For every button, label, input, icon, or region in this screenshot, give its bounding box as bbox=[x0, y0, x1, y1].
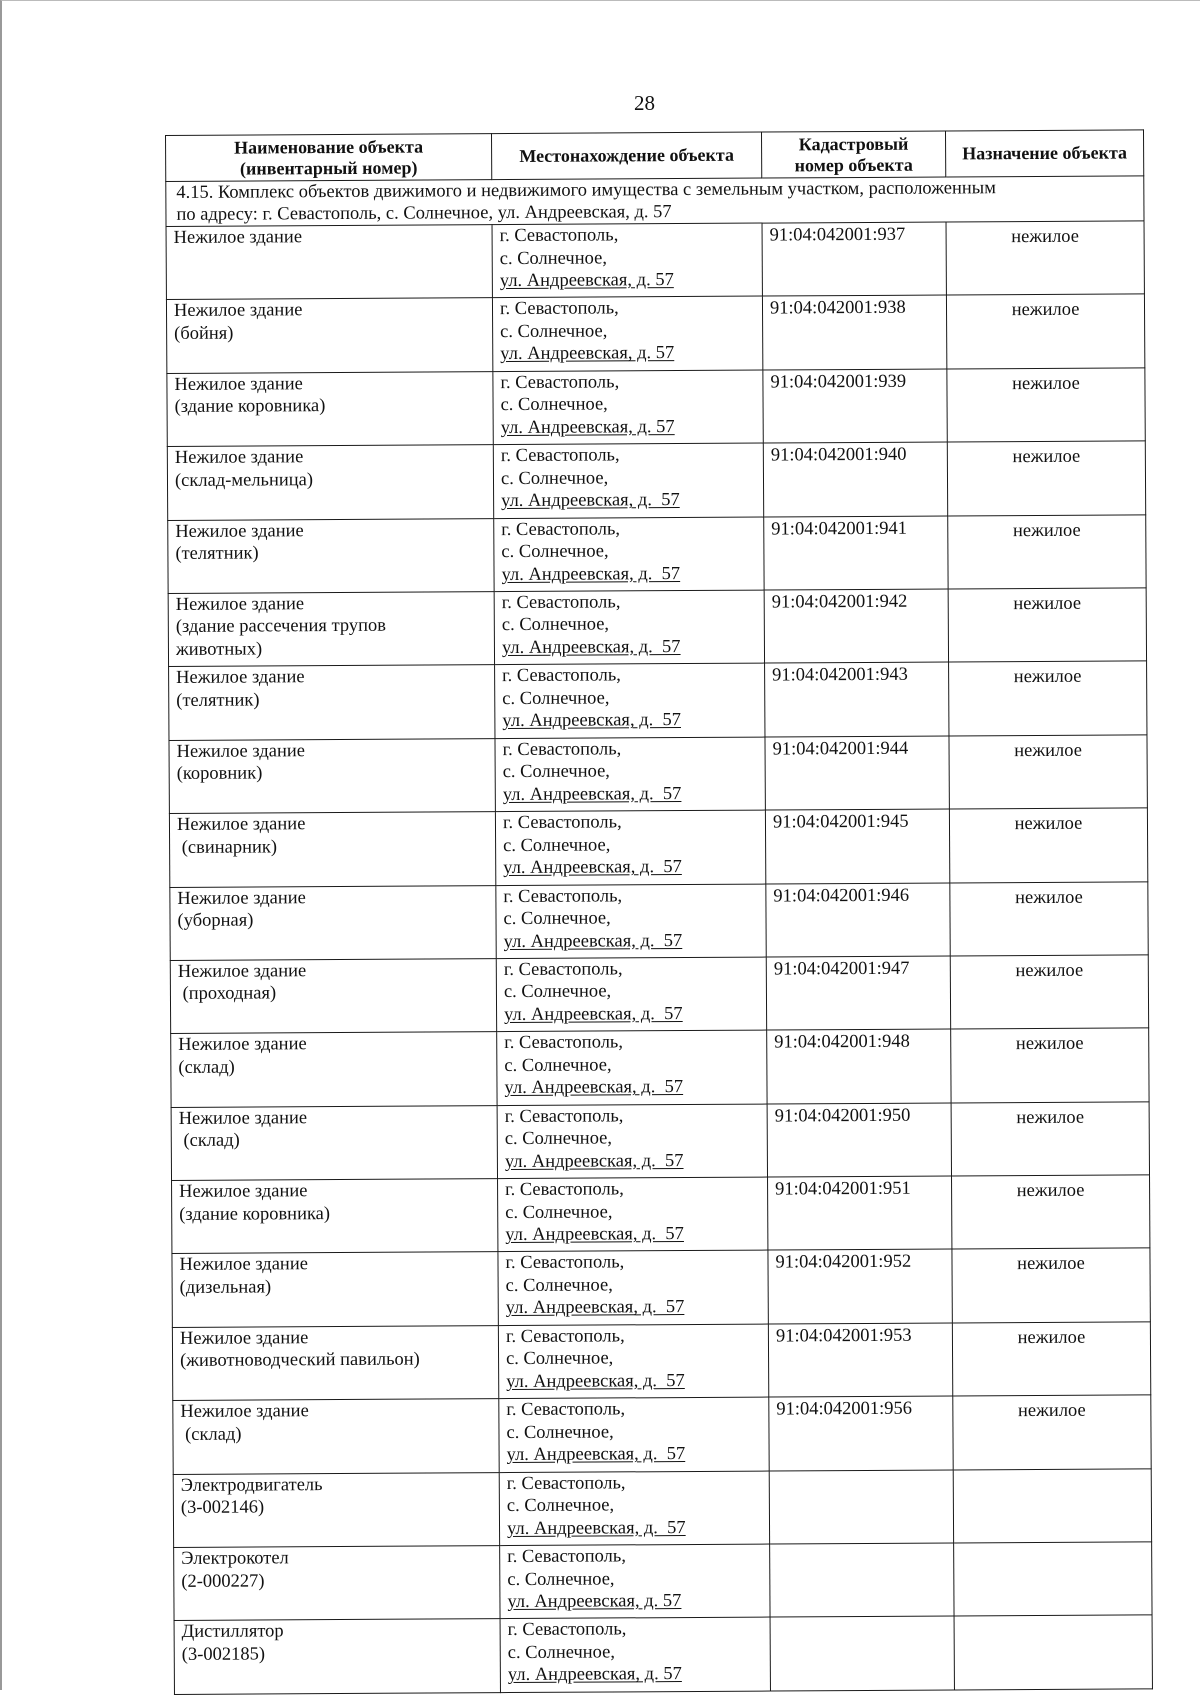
header-object-location: Местонахождение объекта bbox=[491, 132, 761, 180]
object-location-line: г. Севастополь, bbox=[503, 885, 623, 907]
object-location-line: г. Севастополь, bbox=[503, 959, 623, 980]
object-name-cell bbox=[169, 738, 495, 813]
object-location-line: г. Севастополь, bbox=[506, 1399, 626, 1421]
object-location-line: ул. Андреевская, д. 57 bbox=[507, 1591, 682, 1613]
object-location-line: с. Солнечное, bbox=[507, 1568, 615, 1590]
object-location-line: с. Солнечное, bbox=[505, 1202, 613, 1223]
object-location-line: ул. Андреевская, д. 57 bbox=[499, 270, 674, 292]
object-name-cell bbox=[169, 812, 495, 887]
object-name-cell bbox=[172, 1179, 498, 1254]
object-location-line: ул. Андреевская, д. 57 bbox=[505, 1224, 684, 1246]
object-location-line: с. Солнечное, bbox=[502, 688, 610, 709]
object-name-cell bbox=[166, 298, 492, 373]
object-location-line: с. Солнечное, bbox=[503, 835, 611, 856]
cadastral-number-cell: 91:04:042001:945 bbox=[765, 809, 949, 883]
object-name-cell bbox=[170, 885, 496, 960]
table-header-row bbox=[166, 130, 1144, 182]
object-name-cell bbox=[173, 1399, 499, 1474]
object-purpose-cell: нежилое bbox=[951, 1102, 1149, 1177]
section-title: 4.15. Комплекс объектов движимого и недвижимого имущества с земельным участком, расположенным по адресу: г. Севастополь, с. Солнечное, ул. Андреевская, д. 57 bbox=[166, 176, 1144, 227]
object-location-line: г. Севастополь, bbox=[502, 739, 622, 760]
object-location-line: ул. Андреевская, д. 57 bbox=[502, 783, 682, 805]
object-location-line: ул. Андреевская, д. 57 bbox=[504, 1077, 684, 1099]
object-name-line: (3-002185) bbox=[181, 1644, 266, 1665]
cadastral-number-cell: 91:04:042001:938 bbox=[762, 295, 946, 369]
object-purpose-cell bbox=[954, 1542, 1152, 1617]
object-location-line: г. Севастополь, bbox=[505, 1252, 625, 1274]
object-location-line: г. Севастополь, bbox=[501, 518, 621, 540]
object-name-line: (здание коровника) bbox=[179, 1203, 331, 1225]
table-row bbox=[174, 1615, 1152, 1694]
object-name-line: (свинарник) bbox=[177, 836, 278, 858]
object-location-line: г. Севастополь, bbox=[499, 225, 619, 247]
object-location-cell bbox=[492, 223, 762, 298]
object-location-cell bbox=[499, 1397, 769, 1472]
object-location-line: ул. Андреевская, д. 57 bbox=[500, 416, 675, 438]
object-location-cell bbox=[493, 370, 763, 445]
object-location-line: с. Солнечное, bbox=[505, 1275, 613, 1297]
object-name-line: животных) bbox=[175, 639, 263, 660]
object-location-line: г. Севастополь, bbox=[499, 298, 619, 320]
object-location-cell bbox=[499, 1471, 769, 1546]
object-name-cell bbox=[169, 665, 495, 740]
table-row bbox=[167, 441, 1145, 520]
table-row bbox=[166, 294, 1144, 373]
object-name-line: Нежилое здание bbox=[180, 1401, 309, 1423]
object-location-line: с. Солнечное, bbox=[501, 541, 609, 563]
object-name-line: Нежилое здание bbox=[174, 447, 304, 469]
object-purpose-cell: нежилое bbox=[947, 441, 1145, 516]
object-purpose-cell bbox=[953, 1468, 1151, 1543]
header-object-name: Наименование объекта (инвентарный номер) bbox=[166, 134, 492, 182]
object-name-line: Нежилое здание bbox=[173, 300, 303, 322]
object-name-line: (телятник) bbox=[175, 543, 259, 565]
object-name-line: (коровник) bbox=[176, 763, 263, 785]
object-name-cell bbox=[172, 1252, 498, 1327]
object-location-line: г. Севастополь, bbox=[500, 445, 620, 467]
object-location-cell bbox=[494, 517, 764, 592]
object-location-line: с. Солнечное, bbox=[504, 1055, 612, 1076]
object-name-cell bbox=[170, 959, 496, 1034]
object-location-line: г. Севастополь, bbox=[500, 372, 620, 393]
cadastral-number-cell: 91:04:042001:942 bbox=[764, 589, 948, 663]
object-name-line: Электрокотел bbox=[181, 1548, 289, 1569]
object-location-line: ул. Андреевская, д. 57 bbox=[506, 1370, 685, 1392]
object-name-line: Нежилое здание bbox=[175, 594, 305, 615]
object-purpose-cell: нежилое bbox=[952, 1248, 1150, 1323]
page-number: 28 bbox=[634, 91, 655, 115]
property-table bbox=[165, 129, 1153, 1694]
object-name-cell bbox=[168, 518, 494, 593]
cadastral-number-cell: 91:04:042001:940 bbox=[763, 442, 947, 516]
table-row bbox=[171, 1028, 1149, 1107]
object-location-line: г. Севастополь, bbox=[501, 592, 621, 614]
object-location-cell bbox=[496, 957, 766, 1032]
object-purpose-cell: нежилое bbox=[949, 808, 1147, 883]
object-name-line: (проходная) bbox=[177, 983, 277, 1005]
object-location-line: ул. Андреевская, д. 57 bbox=[504, 1150, 684, 1172]
object-name-cell bbox=[174, 1619, 500, 1694]
object-location-line: г. Севастополь, bbox=[502, 812, 622, 834]
table-row bbox=[173, 1395, 1151, 1474]
object-location-line: ул. Андреевская, д. 57 bbox=[506, 1444, 686, 1466]
object-location-line: с. Солнечное, bbox=[503, 981, 612, 1003]
table-row bbox=[170, 881, 1148, 960]
object-location-line: ул. Андреевская, д. 57 bbox=[503, 930, 683, 952]
cadastral-number-cell: 91:04:042001:953 bbox=[768, 1323, 952, 1397]
object-location-line: г. Севастополь, bbox=[506, 1473, 626, 1494]
object-location-line: ул. Андреевская, д. 57 bbox=[507, 1664, 682, 1686]
object-location-line: ул. Андреевская, д. 57 bbox=[505, 1297, 685, 1319]
object-purpose-cell: нежилое bbox=[946, 221, 1144, 296]
object-location-line: с. Солнечное, bbox=[500, 468, 609, 489]
object-location-line: с. Солнечное, bbox=[506, 1495, 615, 1517]
object-location-line: ул. Андреевская, д. 57 bbox=[503, 857, 682, 879]
object-purpose-cell: нежилое bbox=[950, 881, 1148, 956]
object-location-cell bbox=[498, 1251, 768, 1326]
object-name-cell bbox=[166, 225, 492, 300]
object-name-line: Нежилое здание bbox=[178, 1034, 307, 1056]
object-name-cell bbox=[171, 1105, 497, 1180]
object-name-line: (склад) bbox=[180, 1424, 242, 1445]
object-location-line: г. Севастополь, bbox=[507, 1619, 627, 1641]
cadastral-number-cell bbox=[770, 1543, 954, 1617]
object-location-line: с. Солнечное, bbox=[506, 1422, 614, 1443]
object-name-cell bbox=[172, 1325, 498, 1400]
object-location-cell bbox=[500, 1617, 770, 1692]
object-name-line: (бойня) bbox=[174, 323, 234, 344]
object-location-line: с. Солнечное, bbox=[503, 908, 611, 930]
object-location-cell bbox=[493, 443, 763, 518]
object-purpose-cell: нежилое bbox=[948, 514, 1146, 589]
object-location-cell bbox=[495, 737, 765, 812]
object-name-line: (склад) bbox=[178, 1057, 235, 1078]
object-name-line: (2-000227) bbox=[181, 1570, 265, 1592]
object-purpose-cell: нежилое bbox=[949, 661, 1147, 736]
cadastral-number-cell bbox=[769, 1470, 953, 1544]
cadastral-number-cell: 91:04:042001:952 bbox=[768, 1249, 952, 1323]
object-location-cell bbox=[492, 296, 762, 371]
object-name-line: Нежилое здание bbox=[175, 520, 304, 542]
object-location-line: с. Солнечное, bbox=[500, 394, 608, 416]
object-name-line: (дизельная) bbox=[179, 1277, 272, 1298]
object-name-line: (здание коровника) bbox=[174, 396, 326, 418]
object-name-line: (3-002146) bbox=[180, 1497, 265, 1519]
object-location-line: с. Солнечное, bbox=[506, 1348, 614, 1370]
object-name-line: (животноводческий павильон) bbox=[180, 1349, 420, 1372]
object-name-line: Нежилое здание bbox=[177, 887, 306, 909]
object-location-cell bbox=[497, 1030, 767, 1105]
object-name-cell bbox=[168, 592, 494, 667]
object-name-cell bbox=[167, 371, 493, 446]
object-location-line: с. Солнечное, bbox=[504, 1128, 613, 1150]
object-name-line: Нежилое здание bbox=[179, 1254, 308, 1276]
cadastral-number-cell: 91:04:042001:948 bbox=[767, 1029, 951, 1103]
table-row bbox=[173, 1468, 1151, 1547]
cadastral-number-cell: 91:04:042001:944 bbox=[765, 736, 949, 810]
object-name-line: Нежилое здание bbox=[179, 1181, 308, 1203]
section-row bbox=[166, 176, 1144, 227]
object-purpose-cell: нежилое bbox=[952, 1175, 1150, 1250]
object-purpose-cell: нежилое bbox=[950, 955, 1148, 1030]
table-row bbox=[166, 221, 1144, 300]
object-purpose-cell: нежилое bbox=[953, 1395, 1151, 1470]
object-name-line: Электродвигатель bbox=[180, 1474, 323, 1496]
cadastral-number-cell: 91:04:042001:941 bbox=[764, 516, 948, 590]
object-location-cell bbox=[495, 663, 765, 738]
header-object-purpose: Назначение объекта bbox=[945, 130, 1143, 177]
object-location-cell bbox=[497, 1104, 767, 1179]
object-location-cell bbox=[498, 1324, 768, 1399]
object-location-line: ул. Андреевская, д. 57 bbox=[502, 710, 682, 732]
object-purpose-cell: нежилое bbox=[948, 588, 1146, 663]
object-location-line: ул. Андреевская, д. 57 bbox=[501, 636, 681, 659]
object-name-line: Нежилое здание bbox=[173, 227, 303, 248]
object-location-line: г. Севастополь, bbox=[504, 1106, 624, 1127]
object-location-line: ул. Андреевская, д. 57 bbox=[501, 490, 680, 512]
object-location-line: с. Солнечное, bbox=[501, 614, 610, 636]
object-location-cell bbox=[498, 1177, 768, 1252]
object-location-line: г. Севастополь, bbox=[505, 1179, 624, 1201]
object-name-line: (телятник) bbox=[176, 690, 260, 711]
object-name-line: Нежилое здание bbox=[176, 667, 305, 689]
object-location-line: с. Солнечное, bbox=[507, 1642, 616, 1663]
object-location-line: г. Севастополь, bbox=[505, 1326, 625, 1347]
cadastral-number-cell: 91:04:042001:951 bbox=[768, 1176, 952, 1250]
object-location-line: г. Севастополь, bbox=[507, 1546, 626, 1568]
object-location-line: ул. Андреевская, д. 57 bbox=[501, 563, 681, 585]
object-location-line: с. Солнечное, bbox=[500, 321, 608, 342]
object-name-line: Нежилое здание bbox=[176, 740, 306, 762]
object-location-line: г. Севастополь, bbox=[504, 1032, 624, 1054]
table-row bbox=[169, 735, 1147, 814]
cadastral-number-cell: 91:04:042001:937 bbox=[762, 222, 946, 296]
object-location-line: г. Севастополь, bbox=[502, 665, 621, 687]
object-name-line: Нежилое здание bbox=[174, 373, 303, 395]
table-row bbox=[172, 1175, 1150, 1254]
object-location-line: с. Солнечное, bbox=[502, 761, 610, 783]
object-purpose-cell: нежилое bbox=[947, 368, 1145, 443]
table-row bbox=[170, 955, 1148, 1034]
object-location-cell bbox=[494, 590, 764, 665]
cadastral-number-cell: 91:04:042001:943 bbox=[765, 662, 949, 736]
object-name-line: (склад) bbox=[178, 1130, 240, 1152]
cadastral-number-cell bbox=[770, 1616, 954, 1690]
object-location-line: с. Солнечное, bbox=[499, 247, 607, 269]
object-location-line: ул. Андреевская, д. 57 bbox=[504, 1003, 683, 1025]
object-name-cell bbox=[171, 1032, 497, 1107]
object-name-line: Нежилое здание bbox=[179, 1328, 309, 1349]
table-row bbox=[167, 368, 1145, 447]
object-name-cell bbox=[167, 445, 493, 520]
cadastral-number-cell: 91:04:042001:947 bbox=[766, 956, 950, 1030]
object-purpose-cell: нежилое bbox=[949, 735, 1147, 810]
cadastral-number-cell: 91:04:042001:956 bbox=[769, 1396, 953, 1470]
object-location-line: ул. Андреевская, д. 57 bbox=[500, 343, 675, 365]
cadastral-number-cell: 91:04:042001:939 bbox=[763, 369, 947, 443]
table-row bbox=[168, 514, 1146, 593]
table-row bbox=[168, 588, 1146, 667]
object-name-cell bbox=[173, 1472, 499, 1547]
cadastral-number-cell: 91:04:042001:946 bbox=[766, 883, 950, 957]
object-name-line: (здание рассечения трупов bbox=[175, 616, 387, 638]
object-location-cell bbox=[496, 884, 766, 959]
object-purpose-cell: нежилое bbox=[946, 294, 1144, 369]
object-location-cell bbox=[495, 810, 765, 885]
table-row bbox=[172, 1322, 1150, 1401]
header-cadastral-number: Кадастровый номер объекта bbox=[761, 131, 945, 178]
object-location-line: ул. Андреевская, д. 57 bbox=[506, 1517, 686, 1539]
object-location-cell bbox=[500, 1544, 770, 1619]
table-row bbox=[174, 1542, 1152, 1621]
object-name-line: Дистиллятор bbox=[181, 1621, 284, 1643]
object-name-line: (уборная) bbox=[177, 910, 254, 931]
object-name-cell bbox=[174, 1546, 500, 1621]
object-purpose-cell bbox=[954, 1615, 1152, 1690]
table-row bbox=[171, 1102, 1149, 1181]
object-name-line: Нежилое здание bbox=[176, 814, 306, 836]
object-name-line: (склад-мельница) bbox=[174, 469, 314, 491]
object-purpose-cell: нежилое bbox=[952, 1322, 1150, 1397]
table-row bbox=[169, 661, 1147, 740]
cadastral-number-cell: 91:04:042001:950 bbox=[767, 1103, 951, 1177]
object-name-line: Нежилое здание bbox=[178, 1107, 308, 1129]
table-row bbox=[172, 1248, 1150, 1327]
object-name-line: Нежилое здание bbox=[177, 961, 307, 982]
table-row bbox=[169, 808, 1147, 887]
object-purpose-cell: нежилое bbox=[951, 1028, 1149, 1103]
